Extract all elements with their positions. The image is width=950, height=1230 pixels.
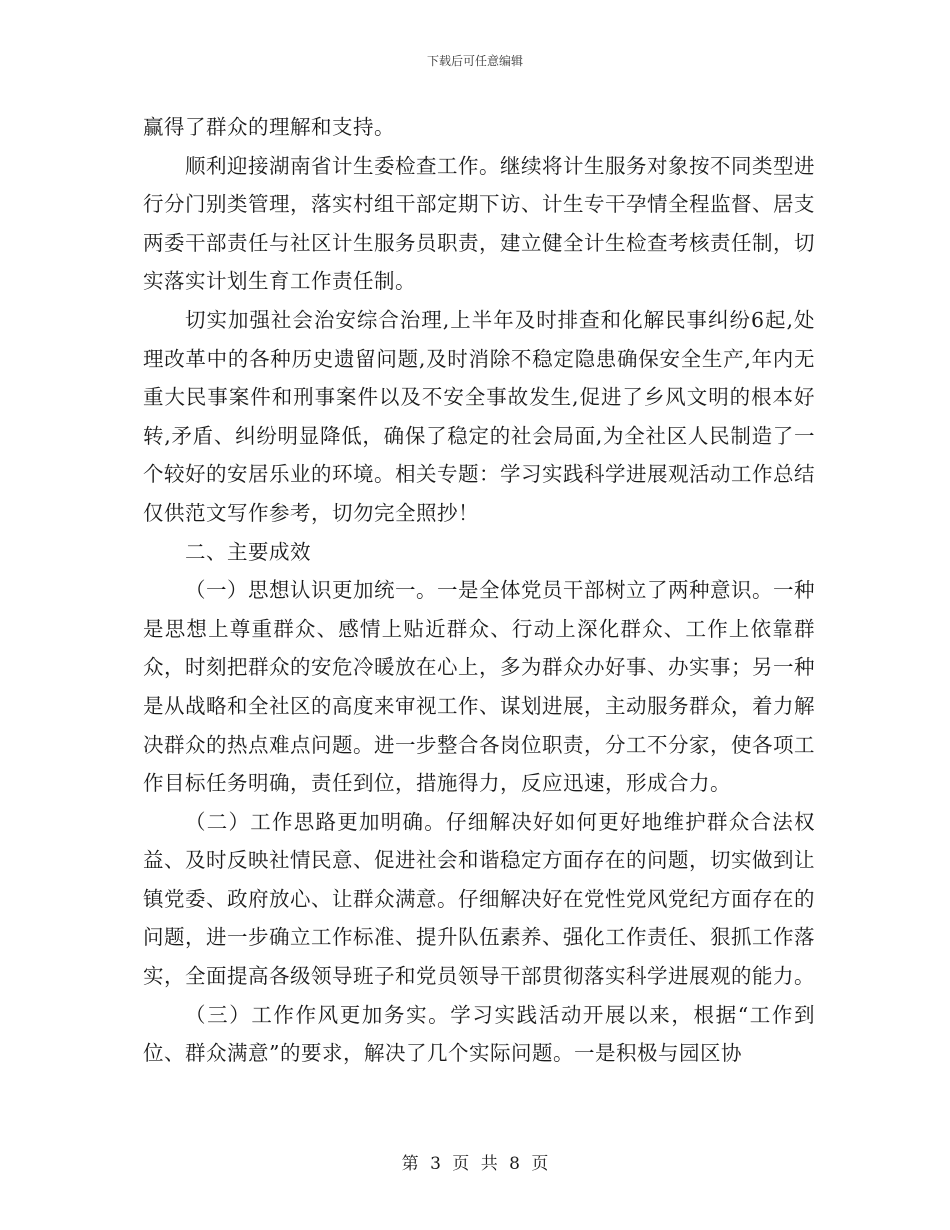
paragraph-style-practical: （三）工作作风更加务实。学习实践活动开展以来，根据“工作到位、群众满意”的要求，解决了几个实际问题。一是积极与园区协 (143, 1002, 815, 1066)
paragraph-public-security: 切实加强社会治安综合治理,上半年及时排查和化解民事纠纷6起,处理改革中的各种历史遗留问题,及时消除不稳定隐患确保安全生产,年内无重大民事案件和刑事案件以及不安全事故发生,促进了乡风文明的根本好转,矛盾、纠纷明显降低，确保了稳定的社会局面,为全社区人民制造了一个较好的安居乐业的环境。相关专题：学习实践科学进展观活动工作总结仅供范文写作参考，切勿完全照抄！ (143, 307, 815, 525)
paragraph-inspection: 顺利迎接湖南省计生委检查工作。继续将计生服务对象按不同类型进行分门别类管理，落实村组干部定期下访、计生专干孕情全程监督、居支两委干部责任与社区计生服务员职责，建立健全计生检查考核责任制，切实落实计划生育工作责任制。 (143, 153, 815, 294)
page-header: 下载后可任意编辑 (426, 54, 523, 68)
section-heading-main-results: 二、主要成效 (185, 539, 311, 564)
document-body (143, 108, 815, 1073)
paragraph-continuation: 赢得了群众的理解和支持。 (143, 115, 395, 139)
page-footer: 第 3 页 共 8 页 (401, 1154, 549, 1174)
paragraph-ideas-clear: （二）工作思路更加明确。仔细解决好如何更好地维护群众合法权益、及时反映社情民意、促进社会和谐稳定方面存在的问题，切实做到让镇党委、政府放心、让群众满意。仔细解决好在党性党风党纪方面存在的问题，进一步确立工作标准、提升队伍素养、强化工作责任、狠抓工作落实，全面提高各级领导班子和党员领导干部贯彻落实科学进展观的能力。 (143, 809, 815, 989)
paragraph-thinking-unified: （一）思想认识更加统一。一是全体党员干部树立了两种意识。一种是思想上尊重群众、感情上贴近群众、行动上深化群众、工作上依靠群众，时刻把群众的安危冷暖放在心上，多为群众办好事、办实事；另一种是从战略和全社区的高度来审视工作、谋划进展，主动服务群众，着力解决群众的热点难点问题。进一步整合各岗位职责，分工不分家，使各项工作目标任务明确，责任到位，措施得力，反应迅速，形成合力。 (143, 578, 815, 796)
